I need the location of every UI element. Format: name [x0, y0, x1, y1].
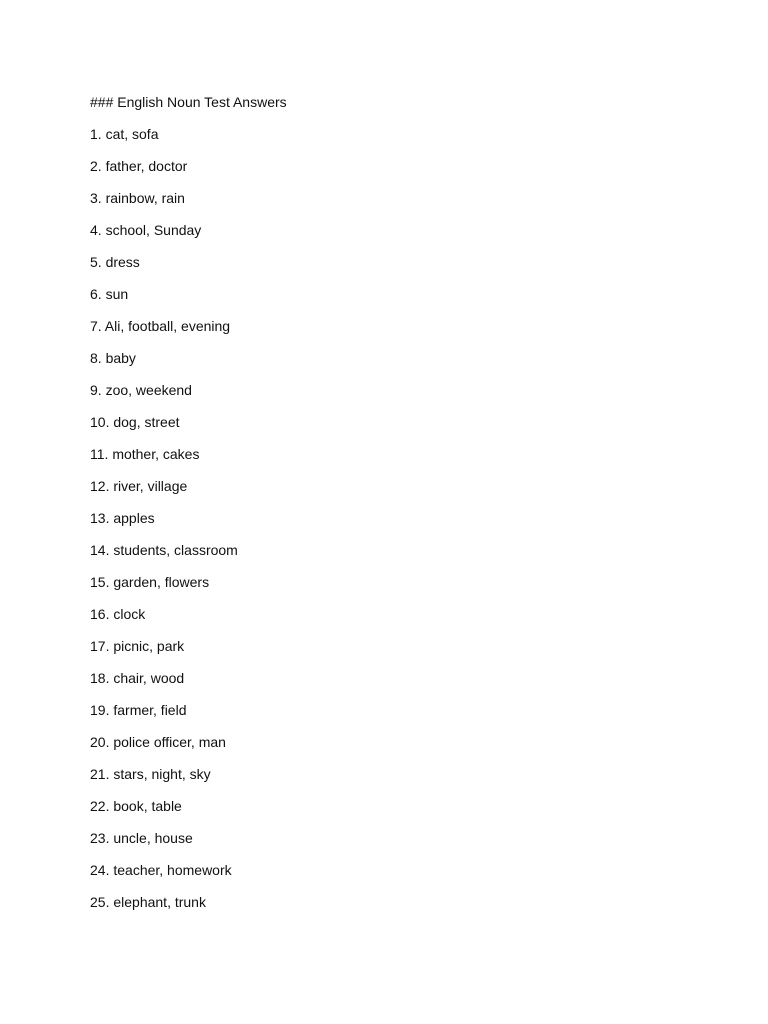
answer-line: 10. dog, street [90, 414, 180, 430]
answer-line: 17. picnic, park [90, 638, 185, 654]
answer-line: 5. dress [90, 254, 140, 270]
document-heading: ### English Noun Test Answers [90, 94, 287, 110]
answer-line: 13. apples [90, 510, 155, 526]
answer-line: 1. cat, sofa [90, 126, 159, 142]
answer-line: 11. mother, cakes [90, 446, 200, 462]
answer-line: 3. rainbow, rain [90, 190, 185, 206]
answer-line: 4. school, Sunday [90, 222, 202, 238]
answer-line: 9. zoo, weekend [90, 382, 192, 398]
answer-line: 14. students, classroom [90, 542, 238, 558]
answer-line: 16. clock [90, 606, 146, 622]
document-page [90, 93, 690, 925]
answer-line: 8. baby [90, 350, 136, 366]
answer-line: 21. stars, night, sky [90, 766, 211, 782]
answer-line: 22. book, table [90, 798, 182, 814]
answer-line: 19. farmer, field [90, 702, 187, 718]
answer-line: 18. chair, wood [90, 670, 185, 686]
answer-line: 12. river, village [90, 478, 188, 494]
answer-line: 24. teacher, homework [90, 862, 232, 878]
answer-line: 7. Ali, football, evening [90, 318, 231, 334]
answer-line: 25. elephant, trunk [90, 894, 206, 910]
answer-line: 15. garden, flowers [90, 574, 210, 590]
answer-line: 23. uncle, house [90, 830, 193, 846]
answer-line: 2. father, doctor [90, 158, 188, 174]
answer-line: 20. police officer, man [90, 734, 226, 750]
answer-line: 6. sun [90, 286, 129, 302]
